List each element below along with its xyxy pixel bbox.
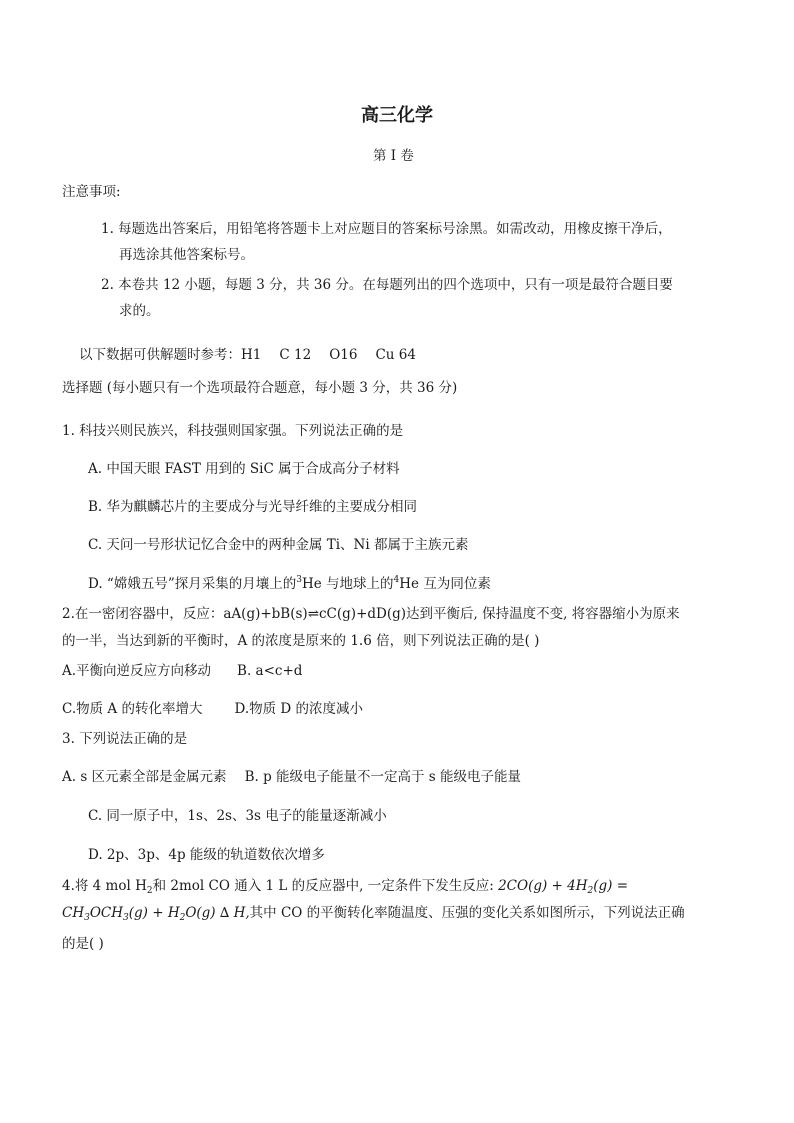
q1-option-d <box>88 574 491 594</box>
q4-eq-delta-h: O(g) ∆ H, <box>185 905 250 921</box>
q4-eq-ch: CH <box>62 905 85 921</box>
q4-sub-1: 2 <box>146 886 153 896</box>
q1-option-b: B. 华为麒麟芯片的主要成分与光导纤维的主要成分相同 <box>88 499 418 515</box>
q2-options-ab <box>62 661 302 681</box>
q1-stem: 1. 科技兴则民族兴，科技强则国家强。下列说法正确的是 <box>62 423 404 439</box>
q4-eq-sub-2: 3 <box>84 913 90 923</box>
section-heading: 选择题 (每小题只有一个选项最符合题意，每小题 3 分，共 36 分) <box>62 380 458 396</box>
q3-options-ab <box>62 767 521 787</box>
notice-item-1-line-2: 再选涂其他答案标号。 <box>119 247 254 263</box>
q2-options-cd <box>62 699 363 719</box>
q4-stem-line-2 <box>62 903 685 923</box>
q1-option-c: C. 天问一号形状记忆合金中的两种金属 Ti、Ni 都属于主族元素 <box>88 537 469 553</box>
q4-text-2: 和 2mol CO 通入 1 L 的反应器中, 一定条件下发生反应: <box>152 878 499 894</box>
notice-item-1-line-1: 1. 每题选出答案后，用铅笔将答题卡上对应题目的答案标号涂黑。如需改动，用橡皮擦干净后， <box>101 221 672 237</box>
q2-stem-line-2: 的一半，当达到新的平衡时，A 的浓度是原来的 1.6 倍，则下列说法正确的是( ) <box>62 633 540 649</box>
reference-o: O16 <box>329 347 358 363</box>
reference-label: 以下数据可供解题时参考： <box>79 347 241 363</box>
q1-d-text-1: D. “嫦娥五号”探月采集的月壤上的 <box>88 576 297 592</box>
q1-d-sup-2: 4 <box>393 575 400 585</box>
q1-d-text-2: He 与地球上的 <box>301 576 394 592</box>
q4-eq-sub-3: 3 <box>123 913 129 923</box>
q3-option-c: C. 同一原子中，1s、2s、3s 电子的能量逐渐减小 <box>88 808 387 824</box>
q4-eq-sub-1: 2 <box>587 886 594 896</box>
q3-stem: 3. 下列说法正确的是 <box>62 731 188 747</box>
reference-h: H1 <box>241 347 262 363</box>
notice-item-2-line-1: 2. 本卷共 12 小题，每题 3 分，共 36 分。在每题列出的四个选项中，只有一项是最符合题目要 <box>101 277 673 293</box>
q4-stem-line-3: 的是( ) <box>62 936 104 952</box>
reference-cu: Cu 64 <box>375 347 416 363</box>
q4-text-3: 其中 CO 的平衡转化率随温度、压强的变化关系如图所示，下列说法正确 <box>249 905 685 921</box>
q4-eq-sub-4: 2 <box>179 913 186 923</box>
notice-heading: 注意事项: <box>62 184 121 200</box>
q4-equation-part-2: (g) = <box>593 878 629 894</box>
q2-option-d: D.物质 D 的浓度减小 <box>234 701 364 717</box>
q1-option-a: A. 中国天眼 FAST 用到的 SiC 属于合成高分子材料 <box>88 461 400 477</box>
q1-d-text-3: He 互为同位素 <box>399 576 491 592</box>
reference-c: C 12 <box>279 347 312 363</box>
q4-text-1: 4.将 4 mol H <box>62 878 147 894</box>
q4-eq-g-h: (g) + H <box>128 905 180 921</box>
q3-option-d: D. 2p、3p、4p 能级的轨道数依次增多 <box>88 847 325 863</box>
q2-option-c: C.物质 A 的转化率增大 <box>62 701 203 717</box>
q2-stem-line-1: 2.在一密闭容器中，反应：aA(g)+bB(s)⇌cC(g)+dD(g)达到平衡后, 保持温度不变, 将容器缩小为原来 <box>62 606 680 622</box>
page-title: 高三化学 <box>361 105 433 126</box>
volume-label: 第 I 卷 <box>373 148 414 164</box>
q4-equation-part-1: 2CO(g) + 4H <box>498 878 588 894</box>
q3-option-b: B. p 能级电子能量不一定高于 s 能级电子能量 <box>244 769 522 785</box>
q3-option-a: A. s 区元素全部是金属元素 <box>62 769 227 785</box>
q1-d-sup-1: 3 <box>296 575 302 585</box>
notice-item-2-line-2: 求的。 <box>119 303 160 319</box>
q2-option-a: A.平衡向逆反应方向移动 <box>62 663 212 679</box>
q4-stem-line-1 <box>62 876 628 896</box>
q2-option-b: B. a<c+d <box>237 663 303 679</box>
q4-eq-och: OCH <box>89 905 124 921</box>
reference-data <box>79 345 416 365</box>
